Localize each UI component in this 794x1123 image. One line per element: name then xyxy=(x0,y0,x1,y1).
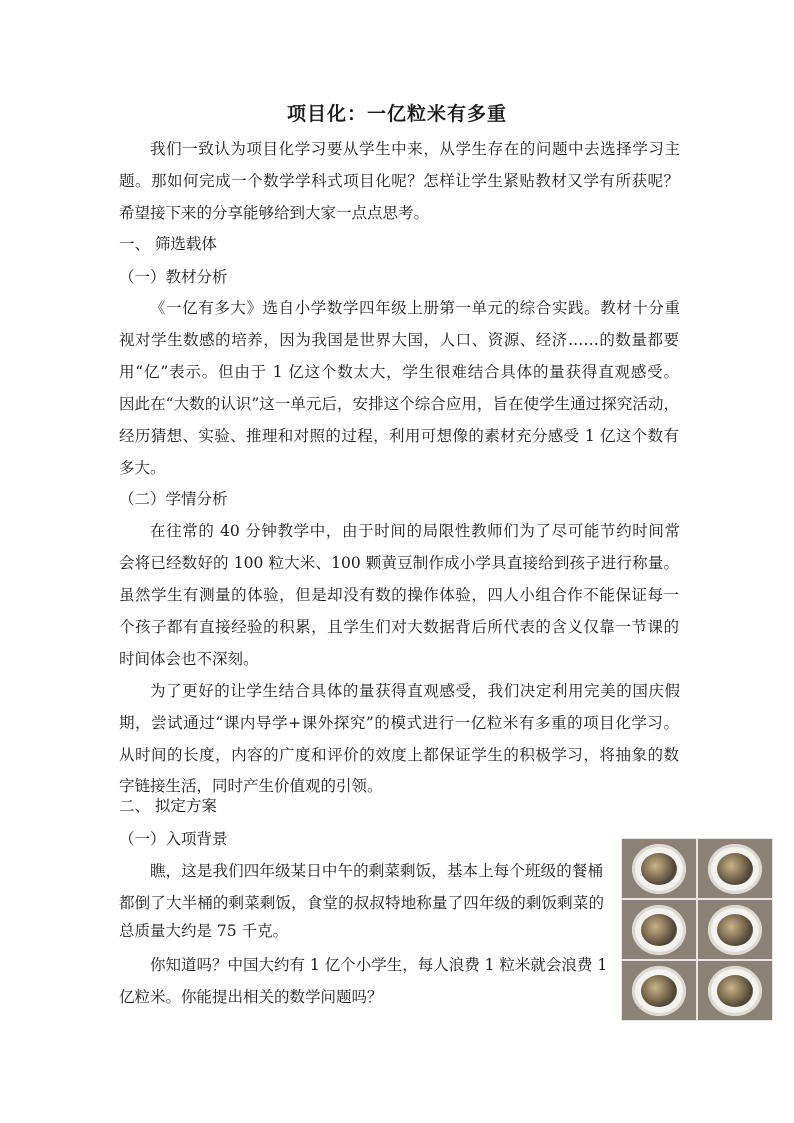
leftover-photo-3 xyxy=(622,900,696,959)
paragraph-line: 时间体会也不深刻。 xyxy=(119,650,259,668)
paragraph-line: 《一亿有多大》选自小学数学四年级上册第一单元的综合实践。教材十分重 xyxy=(150,299,680,317)
leftover-food-photos xyxy=(621,838,773,1021)
paragraph-line: 虽然学生有测量的体验，但是却没有数的操作体验，四人小组合作不能保证每一 xyxy=(119,586,679,604)
subsection-heading: （二）学情分析 xyxy=(119,490,228,508)
leftover-photo-5 xyxy=(622,961,696,1020)
paragraph-line: 用“亿”表示。但由于 1 亿这个数太大，学生很难结合具体的量获得直观感受。 xyxy=(119,363,679,381)
paragraph-line: 总质量大约是 75 千克。 xyxy=(119,922,289,940)
paragraph-line: 个孩子都有直接经验的积累，且学生们对大数据背后所代表的含义仅靠一节课的 xyxy=(119,618,679,636)
paragraph-line: 我们一致认为项目化学习要从学生中来，从学生存在的问题中去选择学习主 xyxy=(150,140,680,158)
paragraph-line: 为了更好的让学生结合具体的量获得直观感受，我们决定利用完美的国庆假 xyxy=(150,682,680,700)
leftover-photo-1 xyxy=(622,839,696,898)
paragraph-line: 经历猜想、实验、推理和对照的过程，利用可想像的素材充分感受 1 亿这个数有 xyxy=(119,427,679,445)
paragraph-line: 瞧，这是我们四年级某日中午的剩菜剩饭，基本上每个班级的餐桶 xyxy=(150,862,603,880)
paragraph-line: 在往常的 40 分钟教学中，由于时间的局限性教师们为了尽可能节约时间常 xyxy=(150,522,680,540)
paragraph-line: 希望接下来的分享能够给到大家一点点思考。 xyxy=(119,204,430,222)
paragraph-line: 视对学生数感的培养，因为我国是世界大国，人口、资源、经济……的数量都要 xyxy=(119,331,679,349)
paragraph-line: 多大。 xyxy=(119,459,166,477)
leftover-photo-4 xyxy=(698,900,772,959)
paragraph-line: 题。那如何完成一个数学学科式项目化呢？怎样让学生紧贴教材又学有所获呢？ xyxy=(119,172,679,190)
paragraph-line: 期，尝试通过“课内导学+课外探究”的模式进行一亿粒米有多重的项目化学习。 xyxy=(119,714,679,732)
leftover-photo-2 xyxy=(698,839,772,898)
paragraph-line: 从时间的长度，内容的广度和评价的效度上都保证学生的积极学习，将抽象的数 xyxy=(119,746,679,764)
section-heading: 二、 拟定方案 xyxy=(119,797,217,815)
paragraph-line: 都倒了大半桶的剩菜剩饭，食堂的叔叔特地称量了四年级的剩饭剩菜的 xyxy=(119,894,604,912)
paragraph-line: 亿粒米。你能提出相关的数学问题吗？ xyxy=(119,988,383,1006)
section-heading: 一、 筛选载体 xyxy=(119,235,217,253)
paragraph-line: 你知道吗？中国大约有 1 亿个小学生，每人浪费 1 粒米就会浪费 1 xyxy=(150,956,608,974)
page-title: 项目化：一亿粒米有多重 xyxy=(286,103,507,125)
subsection-heading: （一）入项背景 xyxy=(119,830,228,848)
paragraph-line: 字链接生活，同时产生价值观的引领。 xyxy=(119,777,383,795)
paragraph-line: 因此在“大数的认识”这一单元后，安排这个综合应用，旨在使学生通过探究活动， xyxy=(119,395,679,413)
paragraph-line: 会将已经数好的 100 粒大米、100 颗黄豆制作成小学具直接给到孩子进行称量。 xyxy=(119,554,679,572)
subsection-heading: （一）教材分析 xyxy=(119,268,228,286)
leftover-photo-6 xyxy=(698,961,772,1020)
